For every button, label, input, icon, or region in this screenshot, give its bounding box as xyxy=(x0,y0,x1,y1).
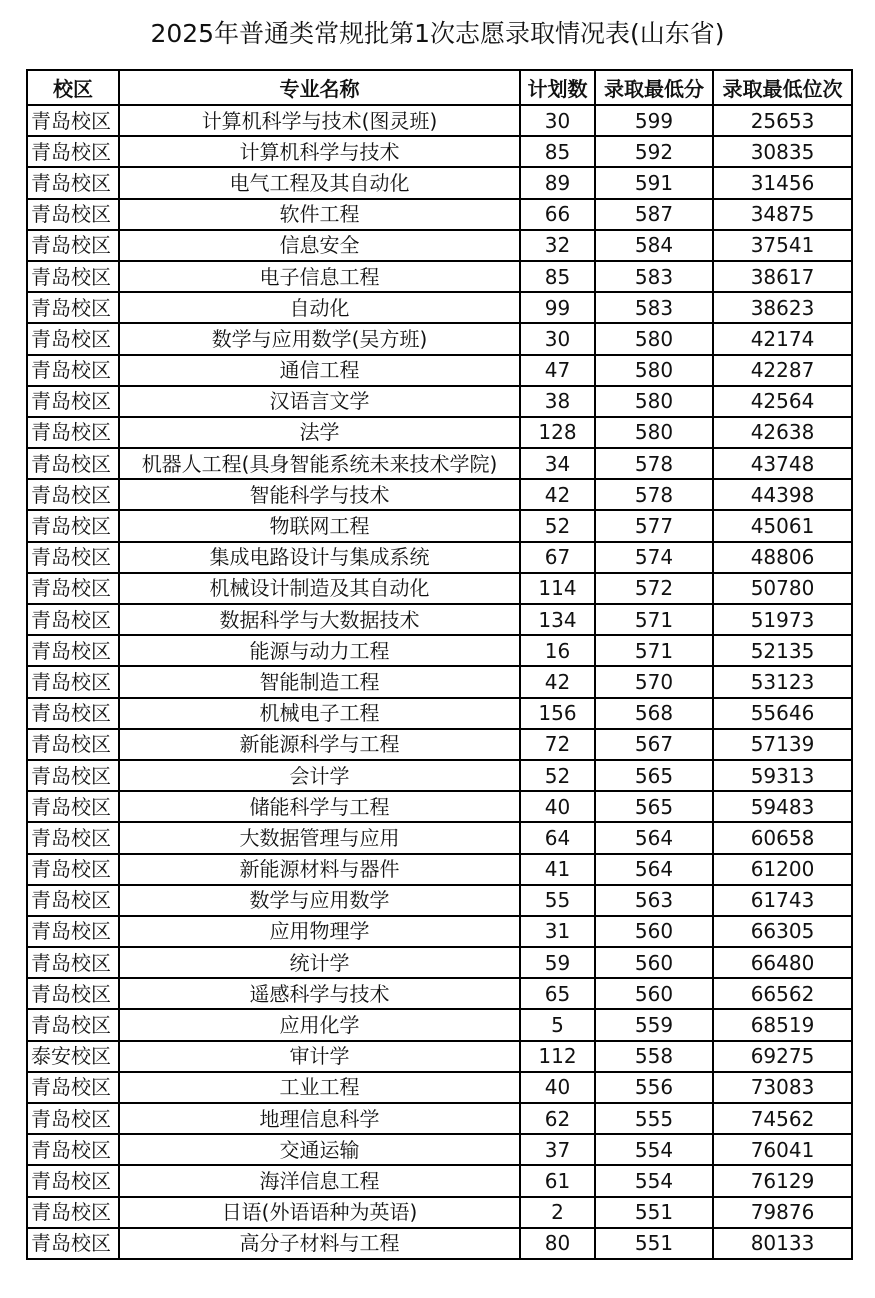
cell-campus: 青岛校区 xyxy=(27,1009,119,1040)
cell-min-score: 556 xyxy=(595,1072,713,1103)
cell-min-rank: 30835 xyxy=(713,136,852,167)
cell-min-rank: 42174 xyxy=(713,323,852,354)
cell-major: 信息安全 xyxy=(119,230,520,261)
cell-plan-count: 32 xyxy=(520,230,595,261)
table-row xyxy=(27,760,852,791)
cell-min-rank: 76129 xyxy=(713,1165,852,1196)
table-row xyxy=(27,573,852,604)
cell-min-score: 580 xyxy=(595,355,713,386)
table-row xyxy=(27,947,852,978)
cell-plan-count: 134 xyxy=(520,604,595,635)
cell-major: 数学与应用数学(吴方班) xyxy=(119,323,520,354)
table-row xyxy=(27,604,852,635)
cell-min-rank: 80133 xyxy=(713,1228,852,1259)
cell-campus: 青岛校区 xyxy=(27,510,119,541)
cell-campus: 青岛校区 xyxy=(27,885,119,916)
cell-min-rank: 53123 xyxy=(713,666,852,697)
cell-min-rank: 42638 xyxy=(713,417,852,448)
cell-major: 新能源材料与器件 xyxy=(119,854,520,885)
cell-plan-count: 72 xyxy=(520,729,595,760)
table-body xyxy=(27,105,852,1259)
table-row xyxy=(27,822,852,853)
cell-campus: 青岛校区 xyxy=(27,323,119,354)
cell-major: 应用物理学 xyxy=(119,916,520,947)
cell-min-score: 571 xyxy=(595,635,713,666)
cell-min-rank: 42287 xyxy=(713,355,852,386)
cell-min-score: 580 xyxy=(595,417,713,448)
cell-plan-count: 85 xyxy=(520,261,595,292)
cell-min-score: 578 xyxy=(595,479,713,510)
cell-major: 计算机科学与技术 xyxy=(119,136,520,167)
table-row xyxy=(27,417,852,448)
cell-campus: 青岛校区 xyxy=(27,1165,119,1196)
cell-min-rank: 25653 xyxy=(713,105,852,136)
table-row xyxy=(27,1228,852,1259)
cell-major: 高分子材料与工程 xyxy=(119,1228,520,1259)
cell-plan-count: 16 xyxy=(520,635,595,666)
cell-min-rank: 66562 xyxy=(713,978,852,1009)
cell-min-rank: 61200 xyxy=(713,854,852,885)
cell-plan-count: 37 xyxy=(520,1134,595,1165)
cell-plan-count: 34 xyxy=(520,448,595,479)
cell-plan-count: 80 xyxy=(520,1228,595,1259)
cell-min-rank: 66480 xyxy=(713,947,852,978)
cell-min-rank: 45061 xyxy=(713,510,852,541)
cell-major: 数据科学与大数据技术 xyxy=(119,604,520,635)
cell-min-score: 551 xyxy=(595,1197,713,1228)
cell-min-score: 599 xyxy=(595,105,713,136)
cell-major: 数学与应用数学 xyxy=(119,885,520,916)
cell-plan-count: 5 xyxy=(520,1009,595,1040)
cell-campus: 青岛校区 xyxy=(27,542,119,573)
cell-min-score: 563 xyxy=(595,885,713,916)
cell-min-score: 584 xyxy=(595,230,713,261)
cell-plan-count: 2 xyxy=(520,1197,595,1228)
cell-min-score: 574 xyxy=(595,542,713,573)
cell-min-score: 570 xyxy=(595,666,713,697)
cell-major: 汉语言文学 xyxy=(119,386,520,417)
table-row xyxy=(27,1165,852,1196)
cell-major: 遥感科学与技术 xyxy=(119,978,520,1009)
cell-min-score: 572 xyxy=(595,573,713,604)
cell-min-rank: 31456 xyxy=(713,167,852,198)
cell-plan-count: 128 xyxy=(520,417,595,448)
cell-min-rank: 73083 xyxy=(713,1072,852,1103)
cell-min-score: 580 xyxy=(595,323,713,354)
cell-major: 统计学 xyxy=(119,947,520,978)
cell-campus: 青岛校区 xyxy=(27,604,119,635)
table-row xyxy=(27,355,852,386)
cell-plan-count: 41 xyxy=(520,854,595,885)
cell-min-score: 565 xyxy=(595,760,713,791)
cell-major: 电子信息工程 xyxy=(119,261,520,292)
cell-campus: 青岛校区 xyxy=(27,854,119,885)
cell-major: 机器人工程(具身智能系统未来技术学院) xyxy=(119,448,520,479)
cell-campus: 青岛校区 xyxy=(27,729,119,760)
table-row xyxy=(27,510,852,541)
cell-major: 机械电子工程 xyxy=(119,698,520,729)
cell-campus: 青岛校区 xyxy=(27,230,119,261)
cell-plan-count: 30 xyxy=(520,323,595,354)
table-row xyxy=(27,635,852,666)
table-row xyxy=(27,885,852,916)
page-title: 2025年普通类常规批第1次志愿录取情况表(山东省) xyxy=(150,19,725,48)
cell-campus: 青岛校区 xyxy=(27,760,119,791)
cell-min-rank: 42564 xyxy=(713,386,852,417)
table-row xyxy=(27,698,852,729)
cell-min-rank: 38623 xyxy=(713,292,852,323)
cell-campus: 青岛校区 xyxy=(27,136,119,167)
cell-min-rank: 48806 xyxy=(713,542,852,573)
cell-campus: 青岛校区 xyxy=(27,791,119,822)
table-row xyxy=(27,386,852,417)
cell-major: 机械设计制造及其自动化 xyxy=(119,573,520,604)
cell-min-score: 554 xyxy=(595,1165,713,1196)
cell-plan-count: 47 xyxy=(520,355,595,386)
table-row xyxy=(27,261,852,292)
cell-plan-count: 40 xyxy=(520,791,595,822)
table-row xyxy=(27,542,852,573)
cell-plan-count: 52 xyxy=(520,760,595,791)
cell-campus: 青岛校区 xyxy=(27,978,119,1009)
cell-min-score: 551 xyxy=(595,1228,713,1259)
cell-min-score: 583 xyxy=(595,292,713,323)
table-row xyxy=(27,479,852,510)
table-row xyxy=(27,978,852,1009)
cell-campus: 青岛校区 xyxy=(27,1228,119,1259)
cell-min-rank: 61743 xyxy=(713,885,852,916)
header-major: 专业名称 xyxy=(119,70,520,105)
cell-major: 工业工程 xyxy=(119,1072,520,1103)
cell-min-score: 592 xyxy=(595,136,713,167)
cell-major: 地理信息科学 xyxy=(119,1103,520,1134)
cell-major: 法学 xyxy=(119,417,520,448)
cell-campus: 青岛校区 xyxy=(27,292,119,323)
cell-plan-count: 65 xyxy=(520,978,595,1009)
table-row xyxy=(27,791,852,822)
table-row xyxy=(27,167,852,198)
cell-min-score: 577 xyxy=(595,510,713,541)
cell-min-score: 567 xyxy=(595,729,713,760)
cell-major: 交通运输 xyxy=(119,1134,520,1165)
cell-min-rank: 57139 xyxy=(713,729,852,760)
cell-major: 应用化学 xyxy=(119,1009,520,1040)
header-row xyxy=(27,70,852,105)
cell-min-rank: 55646 xyxy=(713,698,852,729)
cell-min-rank: 76041 xyxy=(713,1134,852,1165)
cell-campus: 青岛校区 xyxy=(27,167,119,198)
cell-major: 计算机科学与技术(图灵班) xyxy=(119,105,520,136)
cell-campus: 青岛校区 xyxy=(27,1103,119,1134)
cell-min-rank: 59313 xyxy=(713,760,852,791)
cell-min-score: 554 xyxy=(595,1134,713,1165)
cell-plan-count: 85 xyxy=(520,136,595,167)
cell-campus: 青岛校区 xyxy=(27,199,119,230)
header-min-rank: 录取最低位次 xyxy=(713,70,852,105)
cell-min-score: 578 xyxy=(595,448,713,479)
cell-plan-count: 156 xyxy=(520,698,595,729)
table-row xyxy=(27,1041,852,1072)
cell-major: 自动化 xyxy=(119,292,520,323)
cell-min-rank: 60658 xyxy=(713,822,852,853)
cell-min-score: 560 xyxy=(595,916,713,947)
header-min-score: 录取最低分 xyxy=(595,70,713,105)
cell-plan-count: 38 xyxy=(520,386,595,417)
cell-campus: 青岛校区 xyxy=(27,1072,119,1103)
cell-min-rank: 44398 xyxy=(713,479,852,510)
cell-campus: 青岛校区 xyxy=(27,1134,119,1165)
cell-major: 新能源科学与工程 xyxy=(119,729,520,760)
table-row xyxy=(27,666,852,697)
cell-min-rank: 50780 xyxy=(713,573,852,604)
cell-campus: 青岛校区 xyxy=(27,448,119,479)
cell-campus: 青岛校区 xyxy=(27,417,119,448)
cell-min-score: 564 xyxy=(595,822,713,853)
cell-min-score: 558 xyxy=(595,1041,713,1072)
cell-plan-count: 114 xyxy=(520,573,595,604)
cell-min-score: 580 xyxy=(595,386,713,417)
table-row xyxy=(27,292,852,323)
table-row xyxy=(27,230,852,261)
cell-plan-count: 112 xyxy=(520,1041,595,1072)
cell-campus: 青岛校区 xyxy=(27,916,119,947)
cell-campus: 青岛校区 xyxy=(27,355,119,386)
cell-min-score: 555 xyxy=(595,1103,713,1134)
cell-plan-count: 66 xyxy=(520,199,595,230)
cell-campus: 青岛校区 xyxy=(27,822,119,853)
cell-major: 海洋信息工程 xyxy=(119,1165,520,1196)
cell-major: 集成电路设计与集成系统 xyxy=(119,542,520,573)
cell-plan-count: 30 xyxy=(520,105,595,136)
cell-min-rank: 43748 xyxy=(713,448,852,479)
cell-min-score: 587 xyxy=(595,199,713,230)
table-row xyxy=(27,136,852,167)
header-campus: 校区 xyxy=(27,70,119,105)
cell-plan-count: 31 xyxy=(520,916,595,947)
table-row xyxy=(27,1009,852,1040)
cell-min-score: 565 xyxy=(595,791,713,822)
cell-min-rank: 74562 xyxy=(713,1103,852,1134)
cell-campus: 青岛校区 xyxy=(27,1197,119,1228)
cell-campus: 青岛校区 xyxy=(27,635,119,666)
cell-min-rank: 38617 xyxy=(713,261,852,292)
cell-campus: 青岛校区 xyxy=(27,479,119,510)
cell-min-rank: 52135 xyxy=(713,635,852,666)
cell-major: 能源与动力工程 xyxy=(119,635,520,666)
table-row xyxy=(27,729,852,760)
cell-major: 电气工程及其自动化 xyxy=(119,167,520,198)
cell-major: 通信工程 xyxy=(119,355,520,386)
cell-plan-count: 64 xyxy=(520,822,595,853)
table-row xyxy=(27,1072,852,1103)
table-row xyxy=(27,1197,852,1228)
cell-plan-count: 55 xyxy=(520,885,595,916)
cell-campus: 泰安校区 xyxy=(27,1041,119,1072)
table-row xyxy=(27,105,852,136)
cell-major: 智能制造工程 xyxy=(119,666,520,697)
cell-min-score: 560 xyxy=(595,947,713,978)
table-row xyxy=(27,1134,852,1165)
table-row xyxy=(27,854,852,885)
cell-min-rank: 69275 xyxy=(713,1041,852,1072)
cell-campus: 青岛校区 xyxy=(27,105,119,136)
cell-campus: 青岛校区 xyxy=(27,386,119,417)
cell-plan-count: 89 xyxy=(520,167,595,198)
cell-major: 审计学 xyxy=(119,1041,520,1072)
cell-min-score: 560 xyxy=(595,978,713,1009)
cell-min-rank: 51973 xyxy=(713,604,852,635)
header-plan-count: 计划数 xyxy=(520,70,595,105)
table-row xyxy=(27,323,852,354)
cell-min-rank: 34875 xyxy=(713,199,852,230)
cell-campus: 青岛校区 xyxy=(27,947,119,978)
cell-min-score: 583 xyxy=(595,261,713,292)
cell-min-rank: 79876 xyxy=(713,1197,852,1228)
cell-major: 软件工程 xyxy=(119,199,520,230)
cell-plan-count: 99 xyxy=(520,292,595,323)
cell-min-rank: 37541 xyxy=(713,230,852,261)
cell-min-rank: 66305 xyxy=(713,916,852,947)
cell-plan-count: 40 xyxy=(520,1072,595,1103)
cell-campus: 青岛校区 xyxy=(27,666,119,697)
cell-plan-count: 59 xyxy=(520,947,595,978)
cell-plan-count: 42 xyxy=(520,479,595,510)
table-row xyxy=(27,1103,852,1134)
cell-major: 智能科学与技术 xyxy=(119,479,520,510)
table-row xyxy=(27,916,852,947)
cell-plan-count: 61 xyxy=(520,1165,595,1196)
admission-table xyxy=(26,69,853,1260)
cell-plan-count: 42 xyxy=(520,666,595,697)
cell-min-rank: 59483 xyxy=(713,791,852,822)
cell-campus: 青岛校区 xyxy=(27,573,119,604)
table-row xyxy=(27,199,852,230)
cell-major: 会计学 xyxy=(119,760,520,791)
cell-major: 日语(外语语种为英语) xyxy=(119,1197,520,1228)
table-row xyxy=(27,448,852,479)
cell-major: 储能科学与工程 xyxy=(119,791,520,822)
cell-min-score: 571 xyxy=(595,604,713,635)
cell-min-score: 568 xyxy=(595,698,713,729)
cell-plan-count: 62 xyxy=(520,1103,595,1134)
cell-major: 大数据管理与应用 xyxy=(119,822,520,853)
cell-campus: 青岛校区 xyxy=(27,698,119,729)
cell-min-score: 564 xyxy=(595,854,713,885)
cell-min-score: 559 xyxy=(595,1009,713,1040)
cell-plan-count: 52 xyxy=(520,510,595,541)
cell-plan-count: 67 xyxy=(520,542,595,573)
cell-min-rank: 68519 xyxy=(713,1009,852,1040)
cell-major: 物联网工程 xyxy=(119,510,520,541)
cell-min-score: 591 xyxy=(595,167,713,198)
cell-campus: 青岛校区 xyxy=(27,261,119,292)
